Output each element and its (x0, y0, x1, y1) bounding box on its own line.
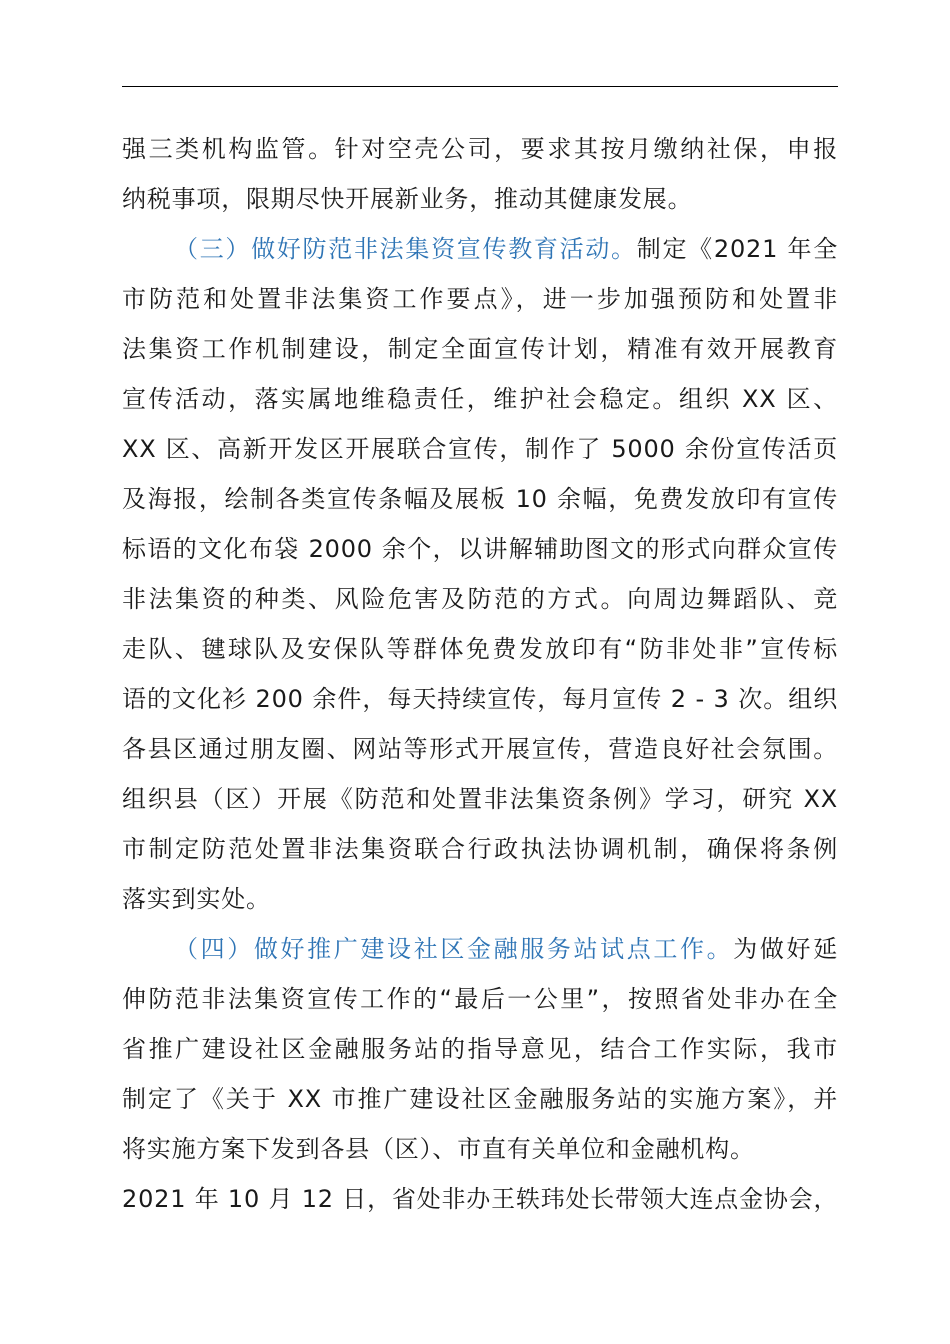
text-line: 将实施方案下发到各县（区）、市直有关单位和金融机构。 (122, 1135, 755, 1163)
text-line: 纳税事项，限期尽快开展新业务，推动其健康发展。 (122, 185, 693, 213)
text-line: 宣传活动，落实属地维稳责任，维护社会稳定。组织 XX 区、 (122, 385, 838, 413)
section-heading-line (122, 924, 838, 974)
section-heading-4: （四）做好推广建设社区金融服务站试点工作。 (174, 935, 734, 963)
text-line: XX 区、高新开发区开展联合宣传，制作了 5000 余份宣传活页 (122, 435, 838, 463)
section-heading-3: （三）做好防范非法集资宣传教育活动。 (174, 235, 637, 263)
text-line: 语的文化衫 200 余件，每天持续宣传，每月宣传 2 - 3 次。组织 (122, 685, 838, 713)
text-line: 非法集资的种类、风险危害及防范的方式。向周边舞蹈队、竞 (122, 585, 838, 613)
text-line: 省推广建设社区金融服务站的指导意见，结合工作实际，我市 (122, 1035, 838, 1063)
text-line: 落实到实处。 (122, 885, 271, 913)
text-run: 为做好延 (733, 935, 838, 963)
body-text (122, 124, 838, 1224)
text-line: 制定了《关于 XX 市推广建设社区金融服务站的实施方案》，并 (122, 1085, 838, 1113)
text-line: 走队、毽球队及安保队等群体免费发放印有“防非处非”宣传标 (122, 635, 838, 663)
text-line: 市制定防范处置非法集资联合行政执法协调机制，确保将条例 (122, 835, 838, 863)
text-line: 2021 年 10 月 12 日，省处非办王轶玮处长带领大连点金协会， (122, 1185, 839, 1213)
text-line: 市防范和处置非法集资工作要点》，进一步加强预防和处置非 (122, 285, 838, 313)
text-run: 制定《2021 年全 (636, 235, 838, 263)
text-line: 法集资工作机制建设，制定全面宣传计划，精准有效开展教育 (122, 335, 838, 363)
text-line: 强三类机构监管。针对空壳公司，要求其按月缴纳社保，申报 (122, 135, 838, 163)
text-line: 及海报，绘制各类宣传条幅及展板 10 余幅，免费发放印有宣传 (122, 485, 838, 513)
text-line: 组织县（区）开展《防范和处置非法集资条例》学习，研究 XX (122, 785, 838, 813)
text-line: 标语的文化布袋 2000 余个，以讲解辅助图文的形式向群众宣传 (122, 535, 838, 563)
text-line: 各县区通过朋友圈、网站等形式开展宣传，营造良好社会氛围。 (122, 735, 838, 763)
text-line: 伸防范非法集资宣传工作的“最后一公里”，按照省处非办在全 (122, 985, 838, 1013)
header-rule (122, 86, 838, 87)
section-heading-line (122, 224, 838, 274)
